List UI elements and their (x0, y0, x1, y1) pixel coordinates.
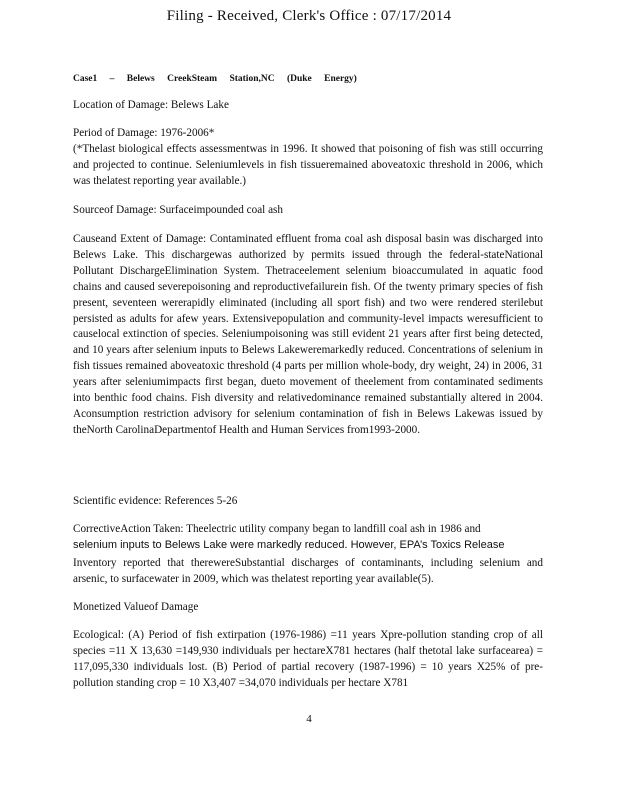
period-paragraph: Period of Damage: 1976-2006* (*Thelast biological effects assessmentwas in 1996. It showed that poisoning of fish was still occurring and projected to continue. Seleniumlevels in fish tissueremained aboveatoxic threshold in 2006, which was thelatest reporting year available.) (73, 127, 543, 187)
scientific-evidence-line: Scientific evidence: References 5-26 (73, 495, 238, 507)
cause-paragraph: Causeand Extent of Damage: Contaminated effluent froma coal ash disposal basin was discharged into Belews Lake. This dischargewas authorized by permits issued through the federal-stateNational Pollutant DischargeElimination System. Thetraceelement selenium bioaccumulated in aquatic food chains and caused severepoisoning and reproductivefailurein fish. Of the twenty primary species of fish present, seventeen wererapidly eliminated (including all sport fish) and two were rendered sterilebut persisted as adults for afew years. Extensivepopulation and community-level impacts weresufficient to causelocal extinction of species. Seleniumpoisoning was still evident 21 years after first being detected, and 10 years after selenium inputs to Belews Lakeweremarkedly reduced. Concentrations of selenium in fish tissues remained aboveatoxic threshold (4 parts per million whole-body, dry weight, 24) in 2006, 31 years after seleniumimpacts first began, dueto movement of theelement from contaminated sediments into benthic food chains. Fish diversity and relativedominance remained substantially altered in 2004. Aconsumption restriction advisory for selenium contamination of fish in Belews Lakewas issued by theNorth CarolinaDepartmentof Health and Human Services from1993-2000. (73, 233, 543, 436)
corrective-paragraph-rest: Inventory reported that therewereSubstantial discharges of contaminants, including selenium and arsenic, to surfacewater in 2009, which was thelatest reporting year available(5). (73, 557, 543, 585)
monetized-heading: Monetized Valueof Damage (73, 601, 199, 613)
location-line: Location of Damage: Belews Lake (73, 99, 229, 111)
corrective-line-2: selenium inputs to Belews Lake were markedly reduced. However, EPA’s Toxics Release (73, 539, 505, 551)
ecological-paragraph: Ecological: (A) Period of fish extirpation (1976-1986) =11 years Xpre-pollution standing crop of all species =11 X 13,630 =149,930 individuals per hectareX781 hectares (half thetotal lake surfacearea) = 117,095,330 individuals lost. (B) Period of partial recovery (1987-1996) = 10 years X25% of pre-pollution standing crop = 10 X3,407 =34,070 individuals per hectare X781 (73, 629, 543, 689)
source-line: Sourceof Damage: Surfaceimpounded coal ash (73, 204, 284, 216)
page-number: 4 (306, 713, 312, 725)
corrective-line-1: CorrectiveAction Taken: Theelectric utility company began to landfill coal ash in 1986 and (73, 523, 481, 535)
filing-header: Filing - Received, Clerk's Office : 07/17/2014 (166, 8, 452, 24)
case-title: Case1 – Belews CreekSteam Station,NC (Duke Energy) (73, 74, 357, 84)
